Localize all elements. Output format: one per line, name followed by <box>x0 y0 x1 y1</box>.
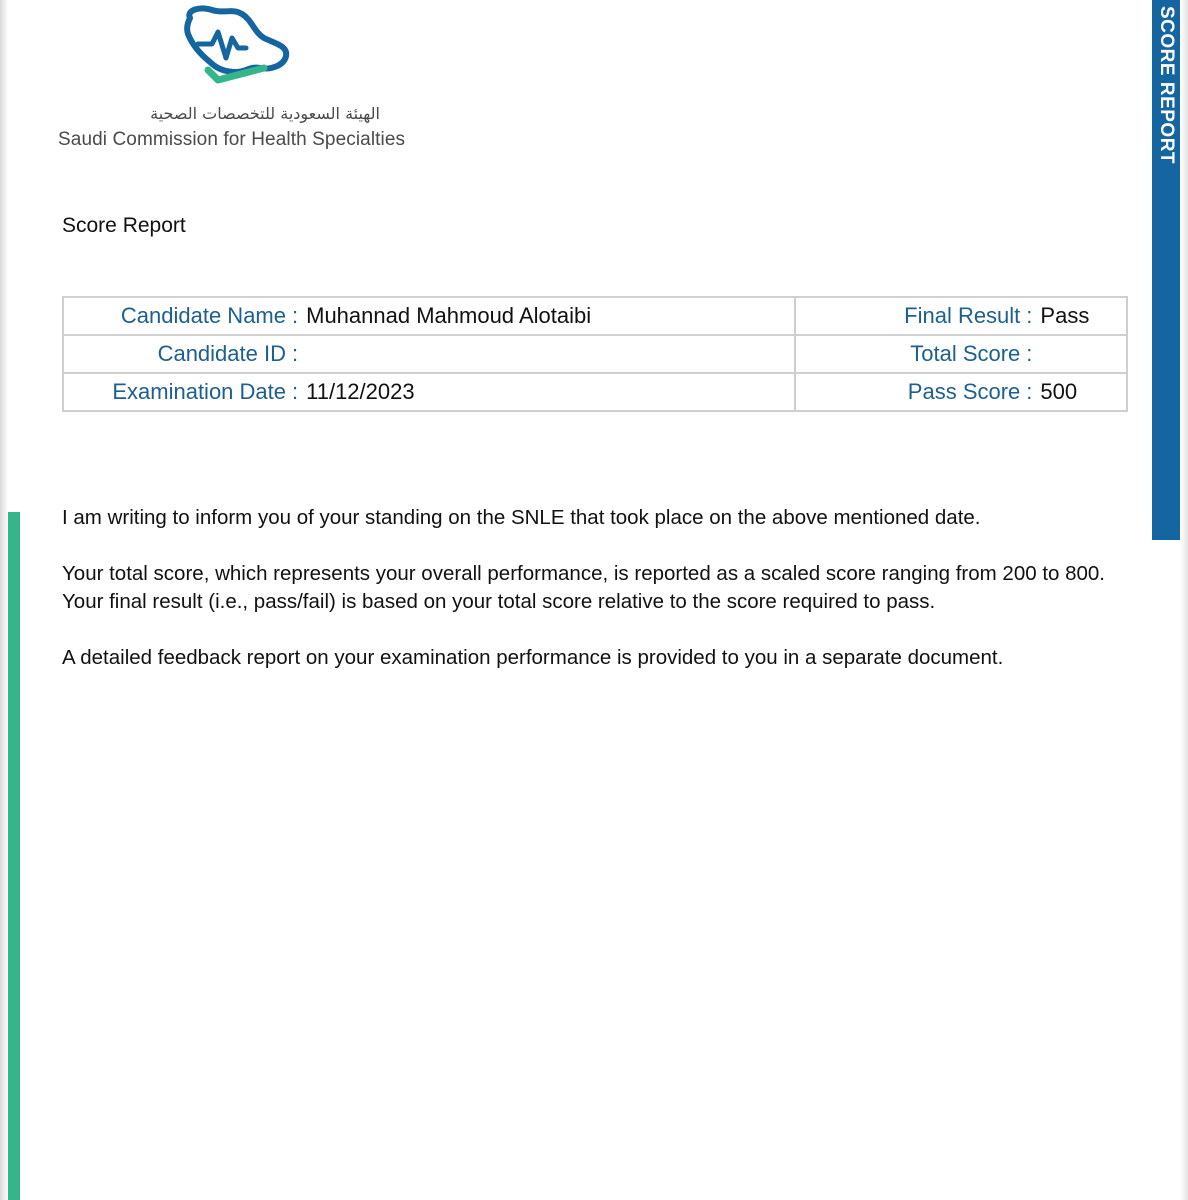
separator: : <box>1026 379 1033 404</box>
body-paragraph-feedback: A detailed feedback report on your examination performance is provided to you in a separate document. <box>62 646 1004 669</box>
page-edge-shadow <box>0 0 8 1200</box>
candidate-info-table <box>62 296 1128 412</box>
separator: : <box>1026 303 1033 328</box>
total-score-cell <box>795 335 1127 373</box>
examination-date-cell <box>63 373 795 411</box>
organization-name-english: Saudi Commission for Health Specialties <box>58 129 406 150</box>
body-paragraph-scoring: Your total score, which represents your overall performance, is reported as a scaled score ranging from 200 to 800. Your final result (i.e., pass/fail) is based on your total score relative to the score required to pass. <box>62 562 1106 613</box>
table-row <box>63 335 1127 373</box>
final-result-cell <box>795 297 1127 335</box>
examination-date-value: 11/12/2023 <box>306 379 415 404</box>
candidate-name-label: Candidate Name <box>120 303 286 328</box>
pass-score-value: 500 <box>1040 379 1078 404</box>
separator: : <box>1026 341 1033 366</box>
candidate-name-cell <box>63 297 795 335</box>
body-paragraph-intro: I am writing to inform you of your standing on the SNLE that took place on the above mentioned date. <box>62 506 981 529</box>
table-row <box>63 297 1127 335</box>
organization-name-arabic: الهيئة السعودية للتخصصات الصحية <box>150 104 380 123</box>
total-score-label: Total Score <box>910 341 1021 366</box>
candidate-id-cell <box>63 335 795 373</box>
separator: : <box>292 303 299 328</box>
pass-score-cell <box>795 373 1127 411</box>
pass-score-label: Pass Score <box>907 379 1021 404</box>
side-tab-label: SCORE REPORT <box>1156 6 1177 165</box>
report-title: Score Report <box>62 214 186 237</box>
candidate-id-label: Candidate ID <box>157 341 286 366</box>
separator: : <box>292 379 299 404</box>
examination-date-label: Examination Date <box>112 379 286 404</box>
final-result-label: Final Result <box>904 303 1021 328</box>
final-result-value: Pass <box>1040 303 1090 328</box>
table-row <box>63 373 1127 411</box>
scfhs-logo-icon <box>172 4 292 88</box>
green-accent-bar <box>8 512 20 1200</box>
separator: : <box>292 341 299 366</box>
page-right-edge <box>1180 0 1188 1200</box>
candidate-name-value: Muhannad Mahmoud Alotaibi <box>306 303 592 328</box>
